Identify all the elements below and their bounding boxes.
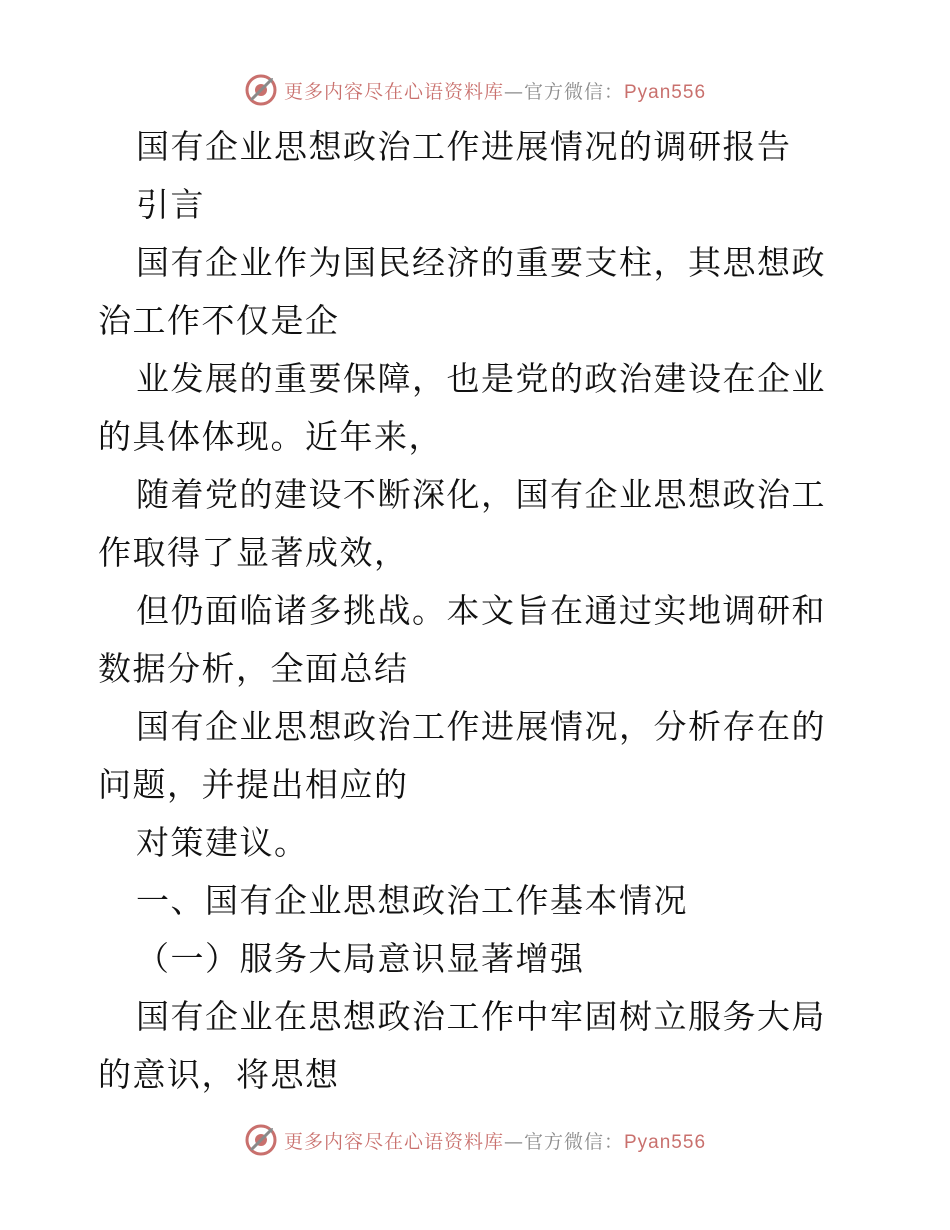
paragraph-4: 但仍面临诸多挑战。本文旨在通过实地调研和数据分析，全面总结 xyxy=(98,591,826,688)
header-banner xyxy=(0,70,950,110)
footer-banner-text xyxy=(284,1127,706,1154)
footer-wechat-id: Pyan556 xyxy=(624,1131,707,1153)
paragraph-5: 国有企业思想政治工作进展情况，分析存在的问题，并提出相应的 xyxy=(98,707,826,804)
section-1-heading: 一、国有企业思想政治工作基本情况 xyxy=(136,881,688,920)
footer-banner xyxy=(0,1120,950,1160)
header-wechat-id: Pyan556 xyxy=(624,81,707,103)
subsection-1-heading: （一）服务大局意识显著增强 xyxy=(136,939,585,978)
footer-site-text: 更多内容尽在心语资料库 xyxy=(283,1130,504,1153)
document-body xyxy=(98,118,852,1104)
header-official-label: 官方微信： xyxy=(523,80,624,103)
paragraph-7: 国有企业在思想政治工作中牢固树立服务大局的意识，将思想 xyxy=(98,997,826,1094)
brand-logo-icon xyxy=(244,1123,278,1157)
footer-dash: — xyxy=(503,1130,524,1153)
footer-official-label: 官方微信： xyxy=(523,1130,624,1153)
header-site-text: 更多内容尽在心语资料库 xyxy=(283,80,504,103)
paragraph-2: 业发展的重要保障，也是党的政治建设在企业的具体体现。近年来， xyxy=(98,359,826,456)
document-title: 国有企业思想政治工作进展情况的调研报告 xyxy=(136,127,792,166)
intro-heading: 引言 xyxy=(136,185,205,224)
paragraph-1: 国有企业作为国民经济的重要支柱，其思想政治工作不仅是企 xyxy=(98,243,826,340)
paragraph-6: 对策建议。 xyxy=(136,823,309,862)
header-banner-text xyxy=(284,77,706,104)
brand-logo-icon xyxy=(244,73,278,107)
header-dash: — xyxy=(503,80,524,103)
paragraph-3: 随着党的建设不断深化，国有企业思想政治工作取得了显著成效， xyxy=(98,475,826,572)
